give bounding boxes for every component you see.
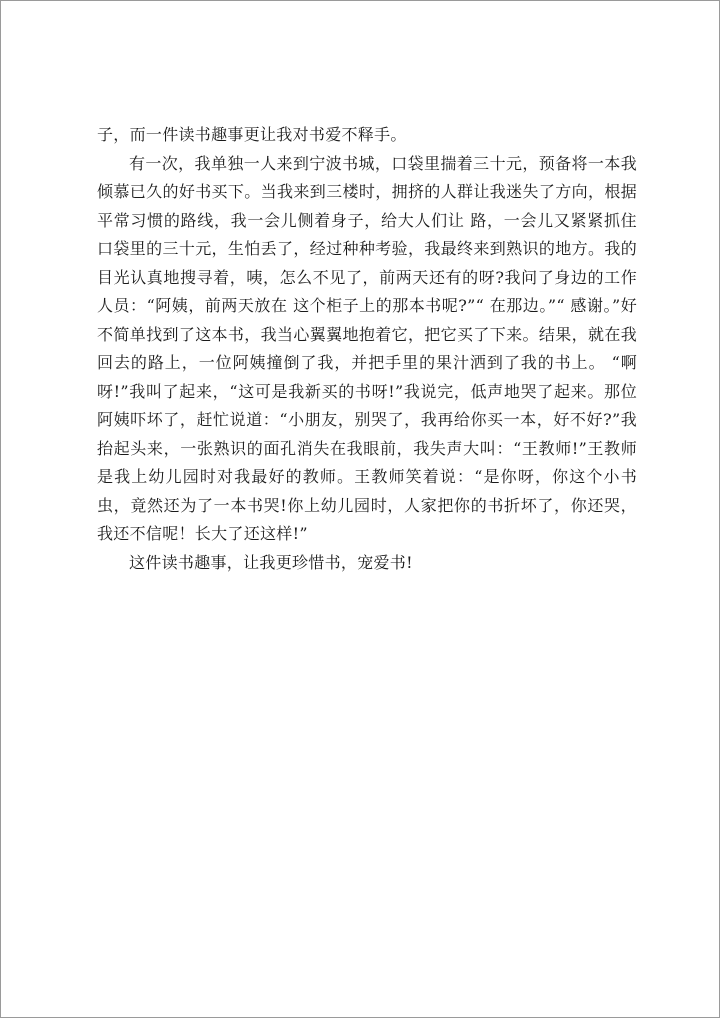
paragraph-conclusion: 这件读书趣事，让我更珍惜书，宠爱书!	[129, 552, 413, 572]
paragraph-story: 有一次，我单独一人来到宁波书城，口袋里揣着三十元，预备将一本我倾慕已久的好书买下。当我来到三楼时，拥挤的人群让我迷失了方向，根据平常习惯的路线，我一会儿侧着身子，给大人们让 路，一会儿又紧紧抓住口袋里的三十元，生怕丢了，经过种种考验，我最终来到熟识的地方。我的目光认真地搜寻着，咦，怎么不见了，前两天还有的呀?我问了身边的工作人员：“阿姨，前两天放在 这个柜子上的那本书呢?”“ 在那边。”“ 感谢。”好不简单找到了这本书，我当心翼翼地抱着它，把它买了下来。结果，就在我回去的路上，一位阿姨撞倒了我，并把手里的果汁洒到了我的书上。 “啊呀!”我叫了起来，“这可是我新买的书呀!”我说完，低声地哭了起来。那位阿姨吓坏了，赶忙说道：“小朋友，别哭了，我再给你买一本，好不好?”我抬起头来，一张熟识的面孔消失在我眼前，我失声大叫：“王教师!”王教师是我上幼儿园时对我最好的教师。王教师笑着说：“是你呀，你这个小书虫，竟然还为了一本书哭!你上幼儿园时，人家把你的书折坏了，你还哭，我还不信呢！长大了还这样!”	[97, 153, 637, 543]
paragraph-continuation: 子，而一件读书趣事更让我对书爱不释手。	[97, 125, 407, 144]
body-text	[97, 121, 637, 577]
